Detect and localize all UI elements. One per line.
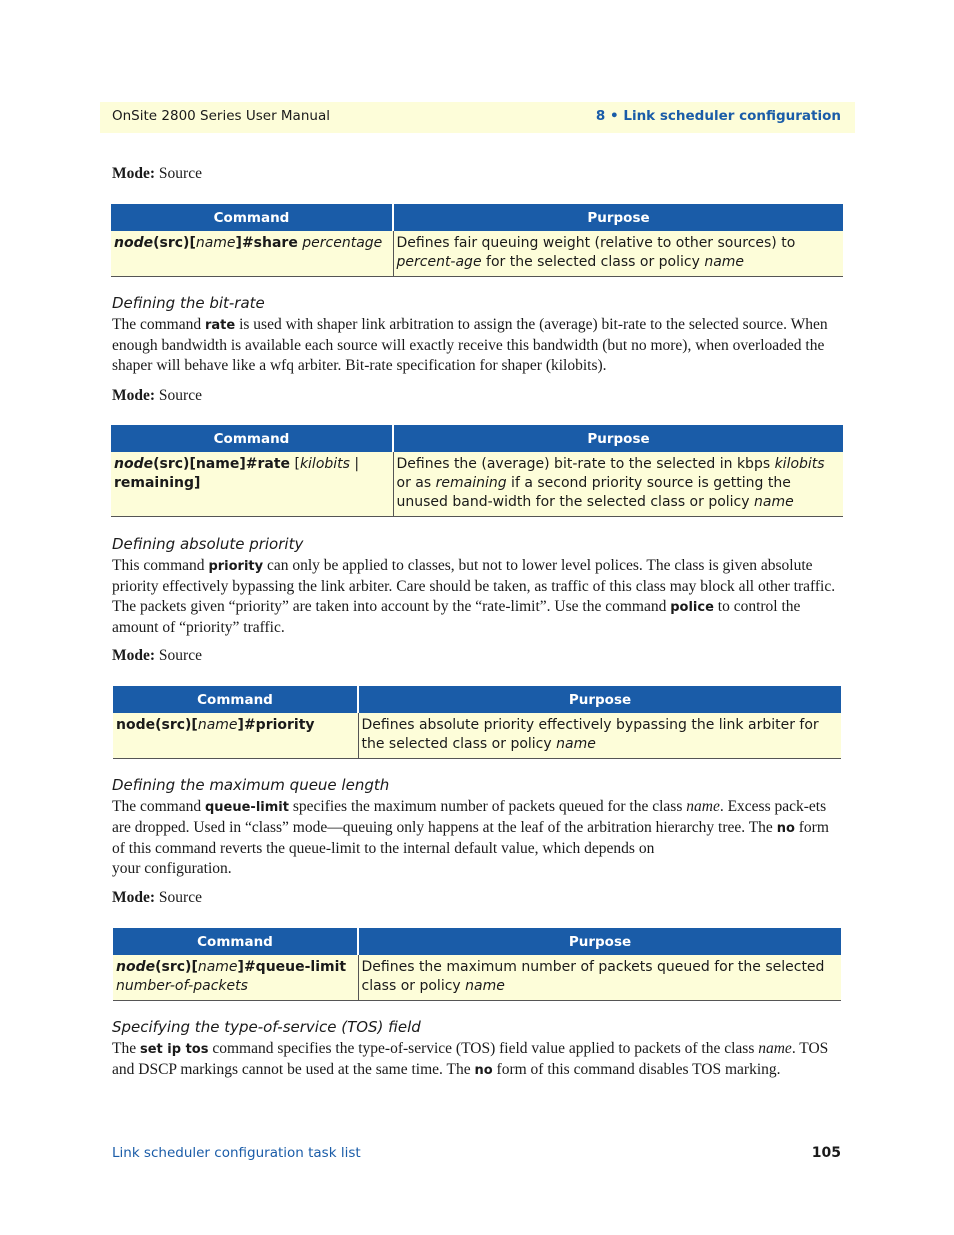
- command-header: Command: [111, 425, 393, 452]
- running-header: [100, 102, 855, 133]
- section-text-tos: The set ip tos command specifies the type-of-service (TOS) field value applied to packets of the class name. TOS and DSCP markings cannot be used at the same time. The no form of this command disables TOS marking.: [112, 1040, 829, 1078]
- command-cell: node(src)[name]#share percentage: [111, 231, 393, 277]
- command-cell: node(src)[name]#queue-limit number-of-packets: [113, 955, 358, 1001]
- command-cell: node(src)[name]#rate [kilobits | remaining]: [111, 452, 393, 517]
- mode-line: Mode: Source: [112, 647, 202, 664]
- command-header: Command: [113, 928, 358, 955]
- command-table-priority: [113, 686, 841, 759]
- purpose-header: Purpose: [358, 928, 841, 955]
- purpose-cell: Defines the (average) bit-rate to the selected in kbps kilobits or as remaining if a second priority source is getting the unused band-width for the selected class or policy name: [393, 452, 843, 517]
- command-cell: node(src)[name]#priority: [113, 713, 358, 759]
- section-heading-bit-rate: Defining the bit-rate: [112, 294, 265, 312]
- command-table-rate: [111, 425, 843, 517]
- mode-line: Mode: Source: [112, 165, 202, 182]
- section-text-queue-limit: The command queue-limit specifies the maximum number of packets queued for the class name. Excess pack-ets are dropped. Used in “class” mode—queuing only happens at the leaf of the arbitration hierarchy tree. The no form of this command reverts the queue-limit to the internal default value, which depends on your configuration.: [112, 798, 829, 877]
- section-text-priority: This command priority can only be applied to classes, but not to lower level polices. The class is given absolute priority effectively bypassing the link arbiter. Care should be taken, as traffic of this class may block all other traffic. The packets given “priority” are taken into account by the “rate-limit”. Use the command police to control the amount of “priority” traffic.: [112, 557, 836, 636]
- manual-title: OnSite 2800 Series User Manual: [112, 108, 330, 124]
- purpose-header: Purpose: [393, 204, 843, 231]
- command-header: Command: [111, 204, 393, 231]
- section-heading-priority: Defining absolute priority: [112, 535, 304, 553]
- section-heading-queue-limit: Defining the maximum queue length: [112, 776, 390, 794]
- table-row: [111, 231, 843, 277]
- purpose-header: Purpose: [393, 425, 843, 452]
- command-table-share: [111, 204, 843, 277]
- section-heading-tos: Specifying the type-of-service (TOS) field: [112, 1018, 421, 1036]
- purpose-cell: Defines the maximum number of packets queued for the selected class or policy name: [358, 955, 841, 1001]
- page-number: 105: [811, 1145, 841, 1161]
- table-row: [113, 955, 841, 1001]
- purpose-header: Purpose: [358, 686, 841, 713]
- command-table-queue-limit: [113, 928, 841, 1001]
- purpose-cell: Defines fair queuing weight (relative to other sources) to percent-age for the selected class or policy name: [393, 231, 843, 277]
- mode-line: Mode: Source: [112, 387, 202, 404]
- table-row: [111, 452, 843, 517]
- command-header: Command: [113, 686, 358, 713]
- chapter-title: 8 • Link scheduler configuration: [595, 108, 841, 124]
- section-text-bit-rate: The command rate is used with shaper link arbitration to assign the (average) bit-rate to the selected source. When enough bandwidth is available each source will exactly receive this bandwidth (but no more), when overloaded the shaper will behave like a wfq arbiter. Bit-rate specification for shaper (kilobits).: [112, 316, 828, 374]
- purpose-cell: Defines absolute priority effectively bypassing the link arbiter for the selected class or policy name: [358, 713, 841, 759]
- footer-section-title: Link scheduler configuration task list: [112, 1145, 361, 1161]
- mode-line: Mode: Source: [112, 889, 202, 906]
- table-row: [113, 713, 841, 759]
